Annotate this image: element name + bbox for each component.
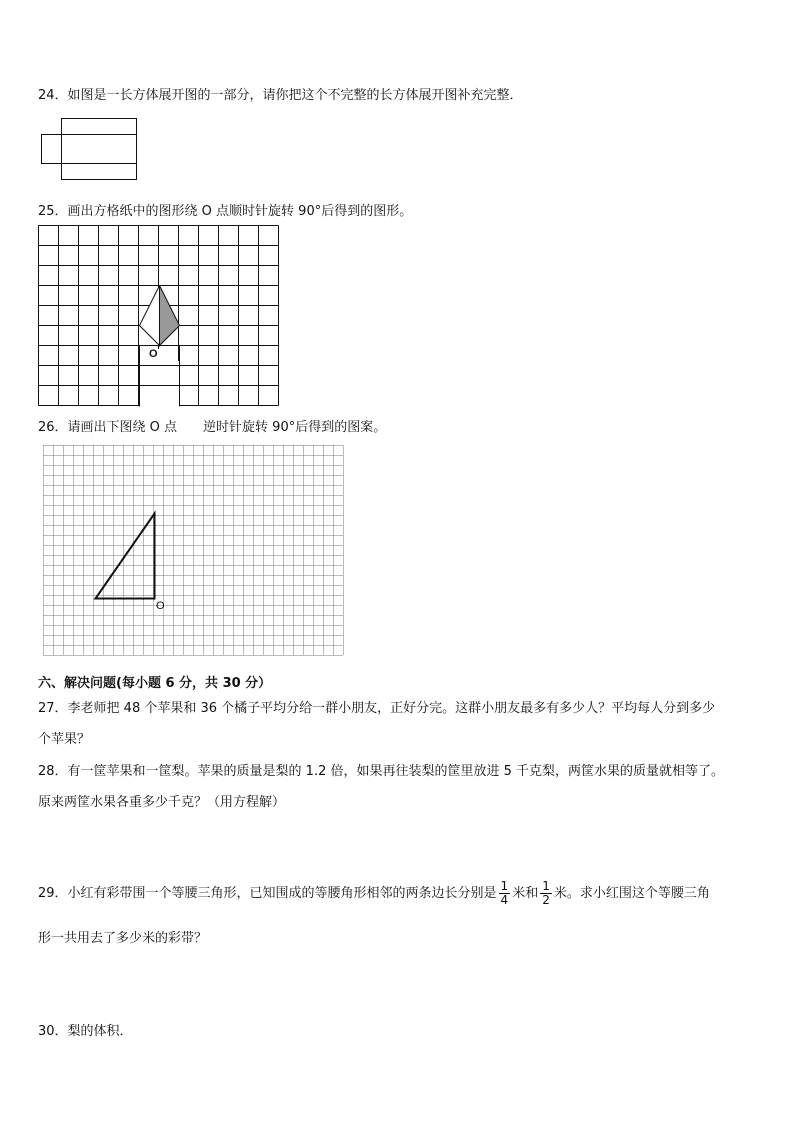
q24-text: 24．如图是一长方体展开图的一部分，请你把这个不完整的长方体展开图补充完整． [38,88,523,103]
fraction-one-half: $\frac{1}{2}$ [542,879,550,907]
q25-text: 25．画出方格纸中的图形绕 O 点顺时针旋转 90°后得到的图形。 [38,204,413,219]
q30-text: 30．梨的体积． [38,1024,133,1039]
rotation-grid-clockwise [38,225,282,407]
kite-left-half [140,286,160,346]
q28-line1: 28．有一筐苹果和一筐梨。苹果的质量是梨的 1.2 倍，如果再往装梨的筐里放进 5 千克梨，两筐水果的质量就相等了。 [38,764,725,779]
q29-part2: 米和 [512,886,539,901]
q29-part1: 29．小红有彩带围一个等腰三角形，已知围成的等腰角形相邻的两条边长分别是 [38,886,497,901]
q27-line1: 27．李老师把 48 个苹果和 36 个橘子平均分给一群小朋友，正好分完。这群小朋友最多有多少人？平均每人分到多少 [38,701,716,716]
q29-part3: 米。求小红围这个等腰三角 [553,886,710,901]
rotation-grid-counterclockwise [43,445,347,661]
fraction-one-quarter: $\frac{1}{4}$ [500,879,509,907]
kite-right-half [160,286,180,346]
cuboid-net-figure [40,117,140,183]
point-o-label: O [149,348,158,360]
q28-line2: 原来两筐水果各重多少千克？（用方程解） [38,795,286,810]
section-heading: 六、解决问题(每小题 6 分，共 30 分） [38,676,272,691]
q29-line1 [38,880,710,907]
q27-line2: 个苹果？ [38,732,91,747]
q29-line2: 形一共用去了多少米的彩带？ [38,931,208,946]
label-gap-strip [139,361,179,407]
point-o-label: O [156,600,165,612]
q26-text: 26．请画出下图绕 O 点 逆时针旋转 90°后得到的图案。 [38,420,387,435]
